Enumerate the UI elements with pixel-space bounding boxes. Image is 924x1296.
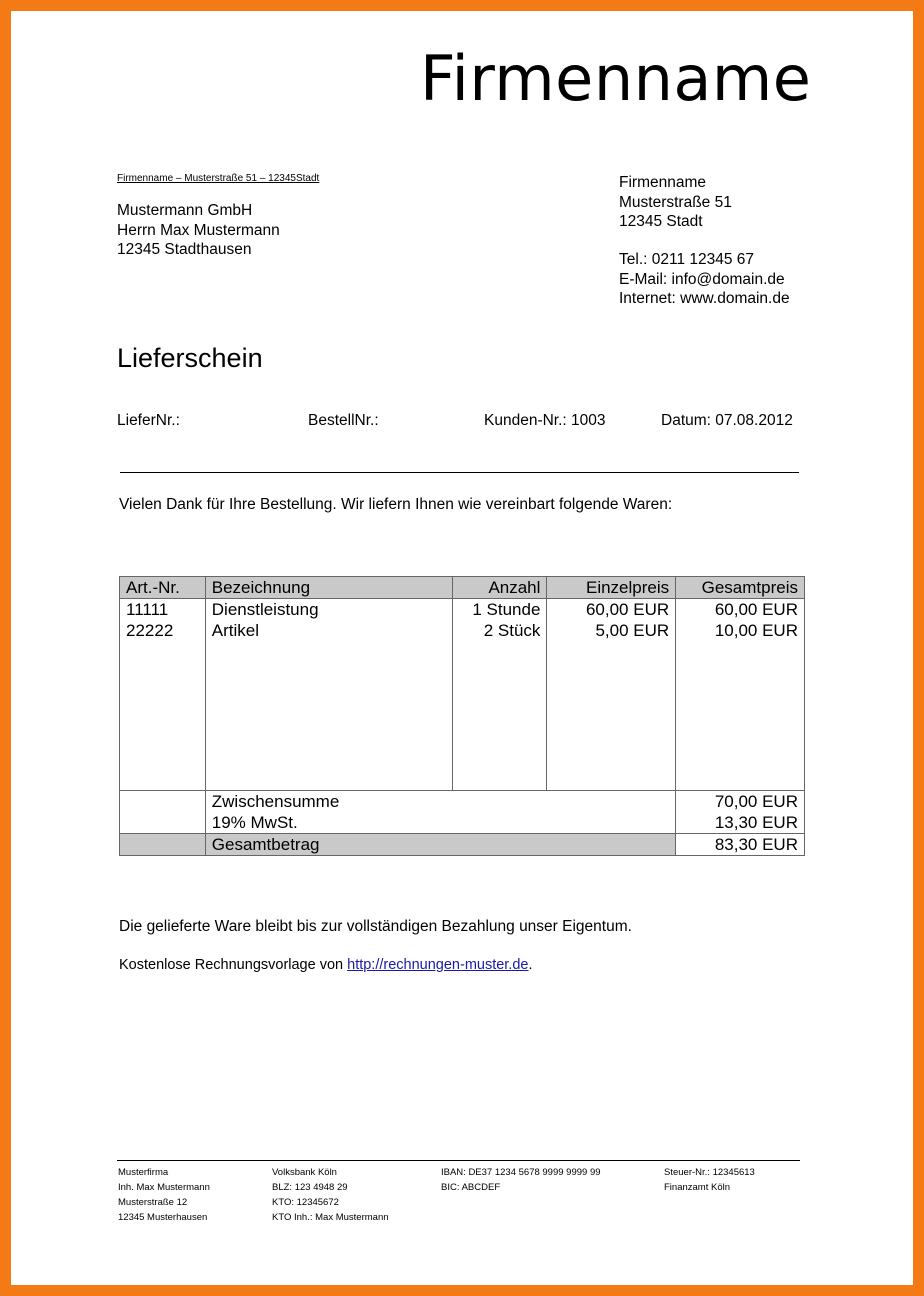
footer-line: Inh. Max Mustermann <box>118 1182 210 1193</box>
subtotal-label: Zwischensumme <box>205 791 675 813</box>
customer-number: Kunden-Nr.: 1003 <box>484 412 606 429</box>
cell-article-number: 22222 <box>120 620 206 641</box>
intro-text: Vielen Dank für Ihre Bestellung. Wir liefern Ihnen wie vereinbart folgende Waren: <box>119 496 673 513</box>
cell-article-number: 11111 <box>120 599 206 621</box>
footer-line: 12345 Musterhausen <box>118 1212 208 1223</box>
total-label: Gesamtbetrag <box>205 834 675 856</box>
table-row <box>120 599 805 621</box>
template-credit-prefix: Kostenlose Rechnungsvorlage von <box>119 957 348 973</box>
footer-line: BLZ: 123 4948 29 <box>272 1182 348 1193</box>
table-header-row <box>120 577 805 599</box>
order-number-label: BestellNr.: <box>308 412 379 429</box>
cell-description: Dienstleistung <box>205 599 452 621</box>
footer-line: KTO: 12345672 <box>272 1197 339 1208</box>
cell-total-price: 10,00 EUR <box>676 620 805 641</box>
subtotal-row <box>120 791 805 813</box>
column-header-article-number: Art.-Nr. <box>120 577 206 599</box>
footer-line: Volksbank Köln <box>272 1167 337 1178</box>
column-header-unit-price: Einzelpreis <box>547 577 676 599</box>
footer-line: Finanzamt Köln <box>664 1182 731 1193</box>
cell-description: Artikel <box>205 620 452 641</box>
table-empty-space <box>120 641 805 791</box>
company-website: Internet: www.domain.de <box>619 290 790 307</box>
cell-quantity: 2 Stück <box>452 620 547 641</box>
company-logo-text: Firmenname <box>420 42 812 115</box>
footer-line: Steuer-Nr.: 12345613 <box>664 1167 755 1178</box>
company-address-line: 12345 Stadt <box>619 213 703 230</box>
footer-iban <box>441 1165 601 1195</box>
cell-total-price: 60,00 EUR <box>676 599 805 621</box>
items-table <box>119 576 805 856</box>
tax-row <box>120 812 805 834</box>
template-credit <box>119 957 533 973</box>
recipient-address <box>117 201 280 260</box>
footer-line: Musterstraße 12 <box>118 1197 188 1208</box>
table-row <box>120 620 805 641</box>
column-header-description: Bezeichnung <box>205 577 452 599</box>
company-address-line: Musterstraße 51 <box>619 193 732 211</box>
cell-unit-price: 60,00 EUR <box>547 599 676 621</box>
template-credit-suffix: . <box>528 957 533 973</box>
company-address-line: Firmenname <box>619 174 706 191</box>
total-value: 83,30 EUR <box>676 834 805 856</box>
recipient-line: Mustermann GmbH <box>117 202 253 219</box>
divider-line <box>120 472 799 473</box>
company-email: E-Mail: info@domain.de <box>619 270 785 288</box>
company-phone: Tel.: 0211 12345 67 <box>619 251 755 268</box>
tax-value: 13,30 EUR <box>676 812 805 834</box>
subtotal-value: 70,00 EUR <box>676 791 805 813</box>
footer-line: IBAN: DE37 1234 5678 9999 9999 99 <box>441 1167 601 1178</box>
column-header-total-price: Gesamtpreis <box>676 577 805 599</box>
cell-unit-price: 5,00 EUR <box>547 620 676 641</box>
footer-line: KTO Inh.: Max Mustermann <box>272 1212 389 1223</box>
footer-line: Musterfirma <box>118 1167 169 1178</box>
tax-label: 19% MwSt. <box>211 813 298 832</box>
sender-return-line: Firmenname – Musterstraße 51 – 12345Stadt <box>117 173 320 184</box>
total-row <box>120 834 805 856</box>
column-header-quantity: Anzahl <box>452 577 547 599</box>
footer-line: BIC: ABCDEF <box>441 1182 501 1193</box>
document-title: Lieferschein <box>117 343 263 373</box>
company-address <box>619 173 732 232</box>
recipient-line: 12345 Stadthausen <box>117 241 252 258</box>
cell-quantity: 1 Stunde <box>452 599 547 621</box>
document-date: Datum: 07.08.2012 <box>661 412 793 429</box>
footer-divider <box>117 1160 800 1161</box>
ownership-note: Die gelieferte Ware bleibt bis zur vollständigen Bezahlung unser Eigentum. <box>119 918 632 935</box>
footer-company <box>118 1165 210 1225</box>
footer-tax <box>664 1165 755 1195</box>
footer-bank <box>272 1165 389 1225</box>
delivery-number-label: LieferNr.: <box>117 412 180 429</box>
recipient-line: Herrn Max Mustermann <box>117 221 280 239</box>
company-contact <box>619 250 790 309</box>
template-credit-link[interactable]: http://rechnungen-muster.de <box>347 957 529 973</box>
